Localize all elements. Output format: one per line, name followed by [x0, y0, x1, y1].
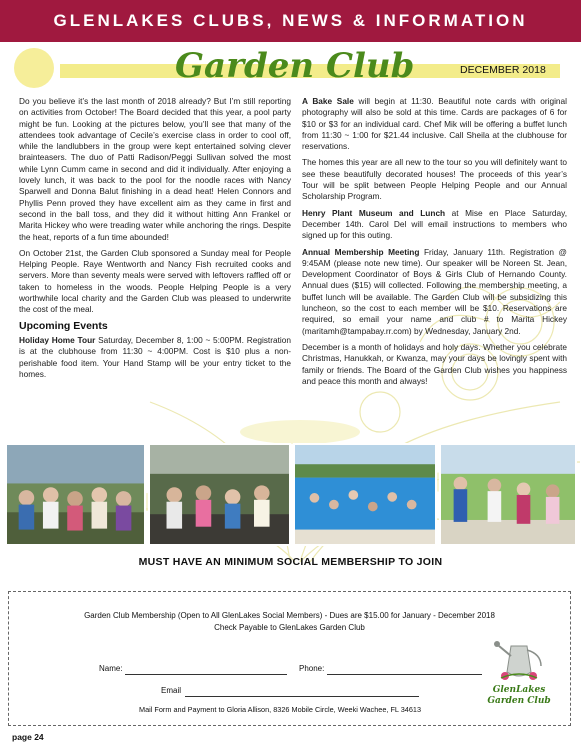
email-field[interactable] [185, 696, 419, 697]
page-title: Garden Club [175, 46, 415, 86]
mailing-instructions: Mail Form and Payment to Gloria Allison, 8326 Mobile Circle, Weeki Wachee, FL 34613 [139, 705, 422, 714]
event-text: Saturday, December 8, 1:00 ~ 5:00PM. Registration is at the clubhouse from 11:30 ~ 4:00PM. Cost is $10 plus a non-perishable food item. Your Hand Stamp will be your entry ticket to the homes. [19, 334, 291, 379]
form-dues-text: Garden Club Membership (Open to All GlenLakes Social Members) - Dues are $15.00 for January - December 2018 [84, 611, 495, 620]
article-paragraph: December is a month of holidays and holy days. Whether you celebrate Christmas, Hanukkah, or Kwanza, may your days be lovingly spent with family or friends. The Board of the Garden Club wishes you happiness and peace this month and always! [302, 341, 567, 386]
membership-notice: MUST HAVE AN MINIMUM SOCIAL MEMBERSHIP TO JOIN [138, 556, 443, 568]
issue-date: DECEMBER 2018 [460, 64, 546, 76]
phone-label: Phone: [299, 664, 325, 673]
photo-patio-group [148, 443, 291, 546]
photo-poolside-group [439, 443, 577, 546]
left-column [19, 96, 291, 385]
event-text: will begin at 11:30. Beautiful note cards with original photography will also be sold at this time. Cards are packages of 6 for $10 or $3 for an individual card. Chef Mik will be offering a buffet lunch from 11:30 ~ 1:00 for $21.44 inclusive. Call Sheila at the clubhouse for reservations. [302, 96, 567, 152]
right-column [302, 96, 567, 392]
banner-title: GLENLAKES CLUBS, NEWS & INFORMATION [53, 11, 528, 30]
logo-text-line2: Garden Club [487, 696, 551, 706]
email-label: Email [161, 686, 182, 695]
article-paragraph: Do you believe it’s the last month of 2018 already? But I’m still reporting on activities from October! The Board decided that this year, a pool party might be fun. Looking at the pictures below, you’ll see that many of the attendees took advantage of Cecile’s exercise class in order to cool off, while the landlubbers in the group were kept entertained solving clever brainteasers. The duo of Patti Radison/Peggi Sullivan solved the most while Lynn Cumm came in second and did it individually. After enjoying a lovely lunch, it was back to the pool for the noodle races with Nancy Sparwell and Donna Balut finishing in a dead heat! Helen Connors and Phyllis Penn proved they have excellent aim as they came in first and second in the ball toss, and they did it without hitting Ann Frankel or Marita Hickey who were treading water while anchoring the rings. Despite the heat, reports of a fun time abounded! [19, 96, 291, 242]
garden-club-logo [483, 632, 555, 712]
photo-pool-exercise [293, 443, 437, 546]
logo-text-line1: GlenLakes [492, 685, 546, 695]
article-paragraph: The homes this year are all new to the tour so you will definitely want to see these beautifully decorated houses! The proceeds of this year’s Tour will be split between People Helping People and our Annual Scholarship Program. [302, 157, 567, 202]
event-title: Annual Membership Meeting [302, 246, 420, 257]
article-paragraph [302, 96, 567, 152]
decorative-circle [14, 48, 54, 88]
event-title: A Bake Sale [302, 96, 354, 106]
event-text: Friday, January 11th. Registration @ 9:45AM (please note new time). Our speaker will be Noreen St. Jean, Development Coordinator of Boys & Girls Club of Hernando County. Annual dues ($15) will collected. Following the membership meeting, a buffet lunch will be available. The Garden Club will be subsidizing this luncheon, so the cost to each member will be $10. Reservations are required, so email your name and club # to Marita Hickey (maritamh@tampabay.rr.com) by Wednesday, January 2nd. [302, 246, 567, 336]
section-heading: Upcoming Events [19, 319, 108, 332]
phone-field[interactable] [327, 674, 482, 675]
event-title: Holiday Home Tour [19, 334, 96, 345]
form-check-text: Check Payable to GlenLakes Garden Club [214, 623, 365, 632]
header-banner [0, 0, 581, 42]
photo-group-gathering [5, 443, 146, 546]
event-title: Henry Plant Museum and Lunch [302, 207, 446, 218]
photo-strip [5, 443, 577, 546]
name-field[interactable] [125, 674, 287, 675]
page-number: page 24 [12, 732, 44, 742]
article-paragraph [19, 335, 291, 380]
article-paragraph [302, 247, 567, 337]
article-paragraph: On October 21st, the Garden Club sponsored a Sunday meal for People Helping People. Raye Wentworth and Nancy Fish recruited cooks and servers. More than seventy meals were served with leftovers raffled off or taken to homeless in the woods. People Helping People is a very worthwhile local charity and the Garden Club was pleased to underwrite the cost of the meal. [19, 247, 291, 315]
article-paragraph [302, 208, 567, 242]
event-text: at Mise en Place Saturday, December 14th. Carol Del will email instructions to members who signed up for this outing. [302, 207, 567, 241]
name-label: Name: [99, 664, 123, 673]
